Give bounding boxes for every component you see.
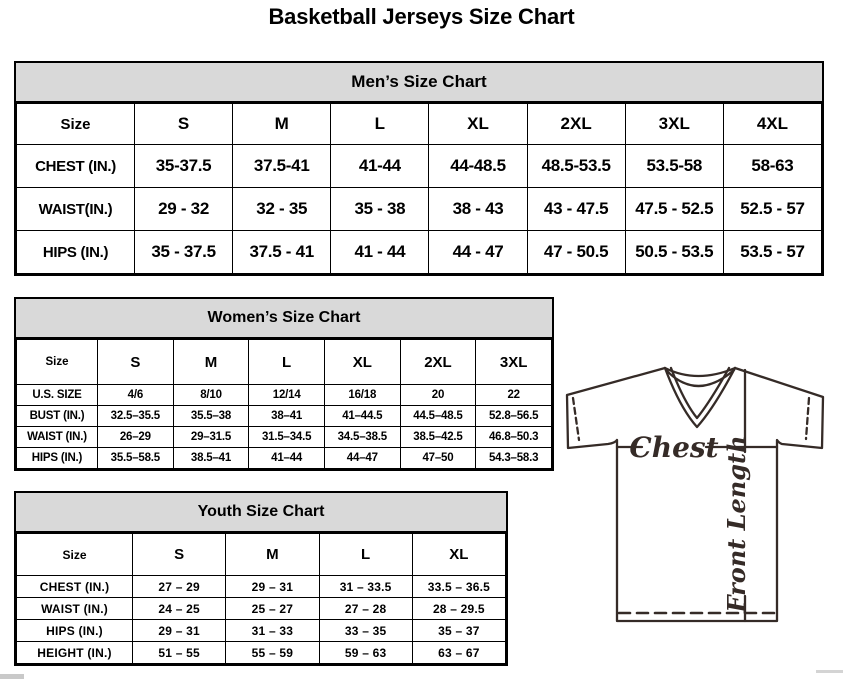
measurement-value-cell: 41–44 [249,448,325,469]
measurement-value-cell: 27 – 28 [319,598,412,620]
left-cuff-dashed-seam [573,398,579,440]
womens-size-table [16,339,552,469]
measurement-value-cell: 33 – 35 [319,620,412,642]
mens-size-chart-title: Men’s Size Chart [16,63,822,103]
measurement-row [17,642,506,664]
measurement-value-cell: 26–29 [98,427,174,448]
youth-size-chart [14,491,508,666]
measurement-row [17,448,552,469]
measurement-value-cell: 35.5–58.5 [98,448,174,469]
measurement-value-cell: 63 – 67 [412,642,505,664]
measurement-row [17,427,552,448]
measurement-value-cell: 53.5-58 [625,145,723,188]
measurement-value-cell: 48.5-53.5 [527,145,625,188]
youth-size-table [16,533,506,664]
measurement-label: BUST (IN.) [17,406,98,427]
scrollbar-fragment-right [816,670,843,673]
measurement-label: U.S. SIZE [17,385,98,406]
womens-size-chart-title: Women’s Size Chart [16,299,552,339]
measurement-value-cell: 29–31.5 [173,427,249,448]
size-column-header: L [249,340,325,385]
measurement-value-cell: 34.5–38.5 [324,427,400,448]
measurement-value-cell: 31 – 33 [226,620,319,642]
measurement-value-cell: 44-48.5 [429,145,527,188]
size-column-header: M [173,340,249,385]
size-corner-header: Size [17,340,98,385]
measurement-value-cell: 59 – 63 [319,642,412,664]
measurement-value-cell: 50.5 - 53.5 [625,231,723,274]
jersey-outline [567,368,823,621]
measurement-label: CHEST (IN.) [17,145,135,188]
youth-size-chart-title: Youth Size Chart [16,493,506,533]
measurement-value-cell: 29 – 31 [226,576,319,598]
size-column-header: 3XL [625,104,723,145]
mens-size-table [16,103,822,274]
measurement-value-cell: 12/14 [249,385,325,406]
measurement-label: WAIST (IN.) [17,598,133,620]
measurement-value-cell: 32.5–35.5 [98,406,174,427]
measurement-value-cell: 44.5–48.5 [400,406,476,427]
size-column-header: 2XL [400,340,476,385]
measurement-value-cell: 52.8–56.5 [476,406,552,427]
chest-label: Chest [629,431,719,464]
measurement-value-cell: 35.5–38 [173,406,249,427]
jersey-measurement-diagram [558,356,843,632]
scrollbar-fragment-left [0,674,24,679]
measurement-label: WAIST(IN.) [17,188,135,231]
measurement-value-cell: 46.8–50.3 [476,427,552,448]
size-column-header: M [233,104,331,145]
measurement-row [17,188,822,231]
measurement-value-cell: 35 - 38 [331,188,429,231]
measurement-value-cell: 41-44 [331,145,429,188]
measurement-value-cell: 51 – 55 [133,642,226,664]
measurement-value-cell: 47.5 - 52.5 [625,188,723,231]
measurement-label: CHEST (IN.) [17,576,133,598]
size-column-header: 3XL [476,340,552,385]
measurement-value-cell: 4/6 [98,385,174,406]
measurement-row [17,385,552,406]
measurement-value-cell: 33.5 – 36.5 [412,576,505,598]
measurement-value-cell: 24 – 25 [133,598,226,620]
measurement-value-cell: 28 – 29.5 [412,598,505,620]
measurement-value-cell: 53.5 - 57 [723,231,821,274]
page-title: Basketball Jerseys Size Chart [268,4,575,29]
measurement-value-cell: 44–47 [324,448,400,469]
measurement-value-cell: 16/18 [324,385,400,406]
size-column-header: 4XL [723,104,821,145]
size-column-header: 2XL [527,104,625,145]
size-column-header: L [319,534,412,576]
measurement-value-cell: 22 [476,385,552,406]
measurement-label: HEIGHT (IN.) [17,642,133,664]
measurement-value-cell: 32 - 35 [233,188,331,231]
size-column-header: S [98,340,174,385]
measurement-label: HIPS (IN.) [17,448,98,469]
measurement-label: HIPS (IN.) [17,620,133,642]
measurement-value-cell: 8/10 [173,385,249,406]
measurement-row [17,598,506,620]
measurement-value-cell: 47–50 [400,448,476,469]
measurement-value-cell: 52.5 - 57 [723,188,821,231]
measurement-value-cell: 20 [400,385,476,406]
size-corner-header: Size [17,104,135,145]
measurement-value-cell: 35-37.5 [135,145,233,188]
measurement-value-cell: 44 - 47 [429,231,527,274]
measurement-label: WAIST (IN.) [17,427,98,448]
measurement-value-cell: 31.5–34.5 [249,427,325,448]
measurement-value-cell: 29 - 32 [135,188,233,231]
size-column-header: S [135,104,233,145]
jersey-diagram-svg [558,356,843,632]
size-header-row [17,340,552,385]
measurement-value-cell: 54.3–58.3 [476,448,552,469]
measurement-value-cell: 41 - 44 [331,231,429,274]
size-corner-header: Size [17,534,133,576]
measurement-row [17,576,506,598]
measurement-value-cell: 37.5 - 41 [233,231,331,274]
measurement-value-cell: 41–44.5 [324,406,400,427]
measurement-value-cell: 58-63 [723,145,821,188]
measurement-row [17,406,552,427]
size-column-header: XL [429,104,527,145]
mens-size-chart [14,61,824,276]
measurement-value-cell: 43 - 47.5 [527,188,625,231]
measurement-value-cell: 55 – 59 [226,642,319,664]
measurement-value-cell: 35 – 37 [412,620,505,642]
size-header-row [17,534,506,576]
measurement-value-cell: 47 - 50.5 [527,231,625,274]
size-column-header: L [331,104,429,145]
measurement-value-cell: 38–41 [249,406,325,427]
size-column-header: XL [412,534,505,576]
measurement-label: HIPS (IN.) [17,231,135,274]
measurement-row [17,231,822,274]
measurement-value-cell: 38 - 43 [429,188,527,231]
size-column-header: XL [324,340,400,385]
measurement-value-cell: 38.5–42.5 [400,427,476,448]
measurement-value-cell: 31 – 33.5 [319,576,412,598]
measurement-row [17,145,822,188]
womens-size-chart [14,297,554,471]
size-column-header: M [226,534,319,576]
size-column-header: S [133,534,226,576]
right-cuff-dashed-seam [806,398,809,439]
measurement-row [17,620,506,642]
measurement-value-cell: 38.5–41 [173,448,249,469]
front-length-label: Front Length [722,435,751,613]
measurement-value-cell: 35 - 37.5 [135,231,233,274]
size-header-row [17,104,822,145]
measurement-value-cell: 29 – 31 [133,620,226,642]
measurement-value-cell: 37.5-41 [233,145,331,188]
measurement-value-cell: 27 – 29 [133,576,226,598]
measurement-value-cell: 25 – 27 [226,598,319,620]
